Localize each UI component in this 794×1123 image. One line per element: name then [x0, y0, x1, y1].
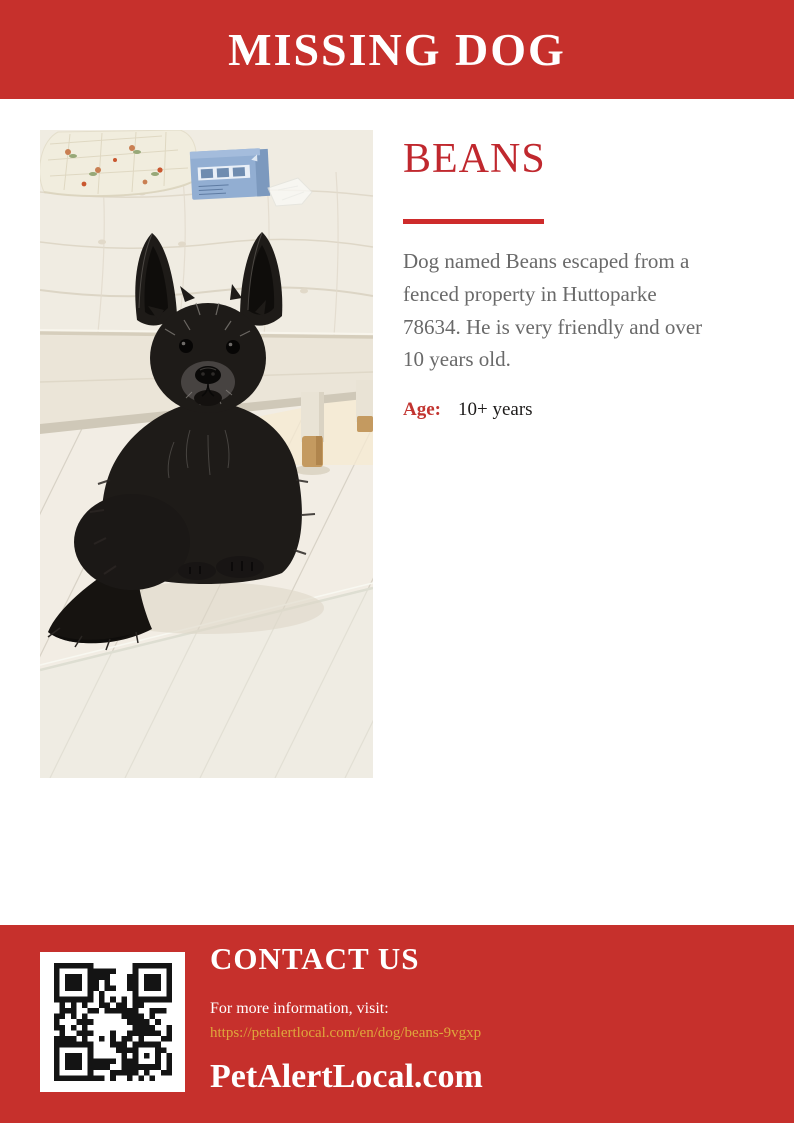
- floral-pillow: [40, 130, 196, 196]
- footer-text-block: [210, 941, 770, 1096]
- contact-heading: CONTACT US: [210, 941, 420, 976]
- dog-photo-illustration: [40, 130, 373, 778]
- title-divider: [403, 219, 544, 224]
- poster-title: MISSING DOG: [228, 24, 566, 75]
- header-banner: [0, 0, 794, 99]
- dog-photo: [40, 130, 373, 778]
- qr-code-card: [40, 952, 185, 1092]
- footer: [0, 925, 794, 1123]
- contact-url-link[interactable]: https://petalertlocal.com/en/dog/beans-9vgxp: [210, 1025, 482, 1041]
- blue-box: [190, 148, 270, 200]
- info-column: [403, 138, 721, 421]
- qr-code-icon: [54, 963, 172, 1081]
- age-value: 10+ years: [457, 399, 533, 420]
- age-label: Age:: [403, 399, 441, 420]
- site-name: PetAlertLocal.com: [210, 1058, 483, 1095]
- dog-description: Dog named Beans escaped from a fenced property in Huttoparke 78634. He is very friendly and over 10 years old.: [403, 249, 703, 372]
- contact-info-line: For more information, visit:: [210, 1000, 389, 1017]
- dog-name: BEANS: [403, 136, 546, 182]
- age-row: [403, 399, 721, 421]
